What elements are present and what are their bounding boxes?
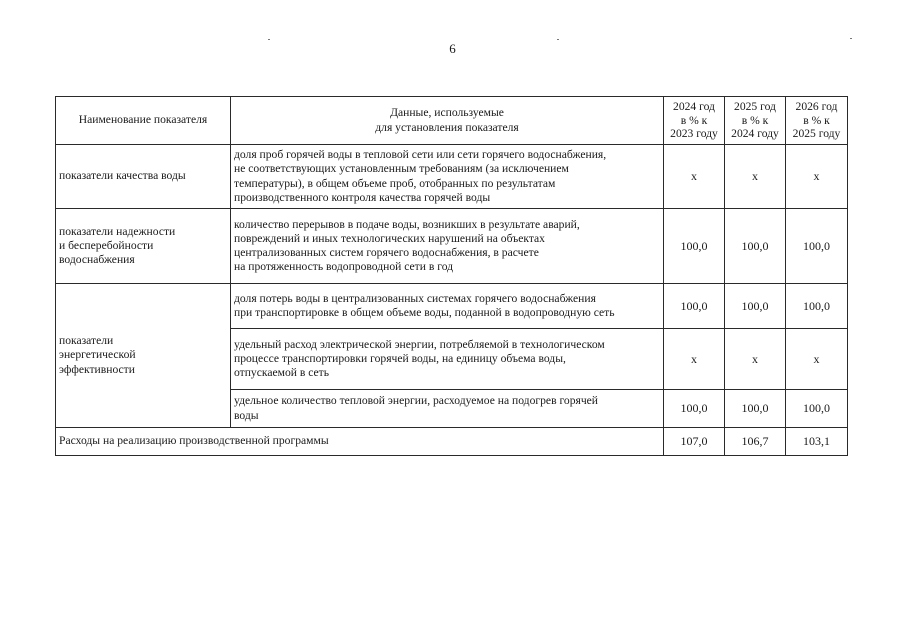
value-2026: 100,0 (786, 284, 848, 329)
value-2024: x (664, 145, 725, 209)
header-year-line: 2024 год (673, 99, 715, 113)
header-data-used (231, 97, 664, 145)
total-label: Расходы на реализацию производственной программы (56, 428, 664, 456)
data-line: отпускаемой в сеть (234, 366, 330, 380)
header-year-line: 2023 году (670, 127, 718, 141)
header-year-line: в % к (680, 113, 708, 127)
total-value-2024: 107,0 (664, 428, 725, 456)
header-year-line: 2025 год (734, 99, 776, 113)
total-value-2026: 103,1 (786, 428, 848, 456)
data-line: при транспортировке в общем объеме воды, поданной в водопроводную сеть (234, 306, 615, 319)
indicator-energy-efficiency (56, 284, 231, 428)
total-value-2025: 106,7 (725, 428, 786, 456)
data-line: удельное количество тепловой энергии, расходуемое на подогрев горячей (234, 394, 599, 408)
header-year-line: в % к (803, 113, 830, 127)
table-row (56, 284, 848, 329)
data-line: централизованных систем горячего водоснабжения, в расчете (234, 246, 539, 259)
indicator-name-line: и бесперебойности (59, 238, 154, 252)
value-2025: 100,0 (725, 284, 786, 329)
table-row (56, 209, 848, 284)
data-line: температуры), в общем объеме проб, отобранных по результатам (234, 176, 556, 190)
data-line: количество перерывов в подаче воды, возникших в результате аварий, (234, 217, 580, 231)
value-2024: 100,0 (664, 284, 725, 329)
data-line: повреждений и иных технологических нарушений на объектах (234, 231, 545, 245)
indicator-data-cell (231, 145, 664, 209)
value-2026: 100,0 (786, 209, 848, 284)
header-year-line: в % к (741, 113, 769, 127)
header-indicator-name: Наименование показателя (56, 97, 231, 145)
value-2024: 100,0 (664, 209, 725, 284)
value-2025: 100,0 (725, 209, 786, 284)
value-2025: x (725, 329, 786, 390)
data-line: производственного контроля качества горячей воды (234, 190, 491, 204)
indicator-name-line: показатели (59, 334, 114, 348)
indicator-name-line: энергетической (59, 348, 136, 362)
header-year-2025 (725, 97, 786, 145)
header-data-line: для установления показателя (375, 120, 519, 134)
data-line: на протяженность водопроводной сети в год (234, 260, 454, 274)
header-year-line: 2026 год (795, 99, 838, 113)
indicator-data-cell (231, 209, 664, 284)
data-line: удельный расход электрической энергии, потребляемой в технологическом (234, 337, 605, 351)
value-2025: 100,0 (725, 390, 786, 428)
scan-speck (557, 39, 559, 40)
indicator-name-line: показатели качества воды (59, 169, 186, 183)
value-2026: x (786, 329, 848, 390)
value-2026: x (786, 145, 848, 209)
table-header-row (56, 97, 848, 145)
indicators-table (55, 96, 848, 456)
indicator-water-quality (56, 145, 231, 209)
data-line: воды (234, 408, 259, 422)
indicator-name-line: показатели надежности (59, 224, 176, 238)
scan-speck (850, 38, 852, 39)
value-2026: 100,0 (786, 390, 848, 428)
value-2025: x (725, 145, 786, 209)
data-line: не соответствующих установленным требованиям (за исключением (234, 162, 569, 176)
indicator-data-cell (231, 284, 664, 329)
table-row (56, 145, 848, 209)
data-line: процессе транспортировки горячей воды, на единицу объема воды, (234, 351, 566, 365)
scan-speck (268, 39, 270, 40)
value-2024: x (664, 329, 725, 390)
indicator-data-cell (231, 329, 664, 390)
table-total-row (56, 428, 848, 456)
indicator-name-line: водоснабжения (59, 253, 135, 267)
indicator-reliability (56, 209, 231, 284)
header-year-line: 2024 году (731, 127, 779, 141)
data-line: доля потерь воды в централизованных системах горячего водоснабжения (234, 291, 596, 305)
header-year-line: 2025 году (792, 127, 841, 141)
header-year-2024 (664, 97, 725, 145)
value-2024: 100,0 (664, 390, 725, 428)
data-line: доля проб горячей воды в тепловой сети или сети горячего водоснабжения, (234, 148, 607, 162)
header-year-2026 (786, 97, 848, 145)
indicator-name-line: эффективности (59, 362, 135, 376)
header-data-line: Данные, используемые (390, 106, 504, 120)
page-number: 6 (449, 41, 456, 56)
indicator-data-cell (231, 390, 664, 428)
